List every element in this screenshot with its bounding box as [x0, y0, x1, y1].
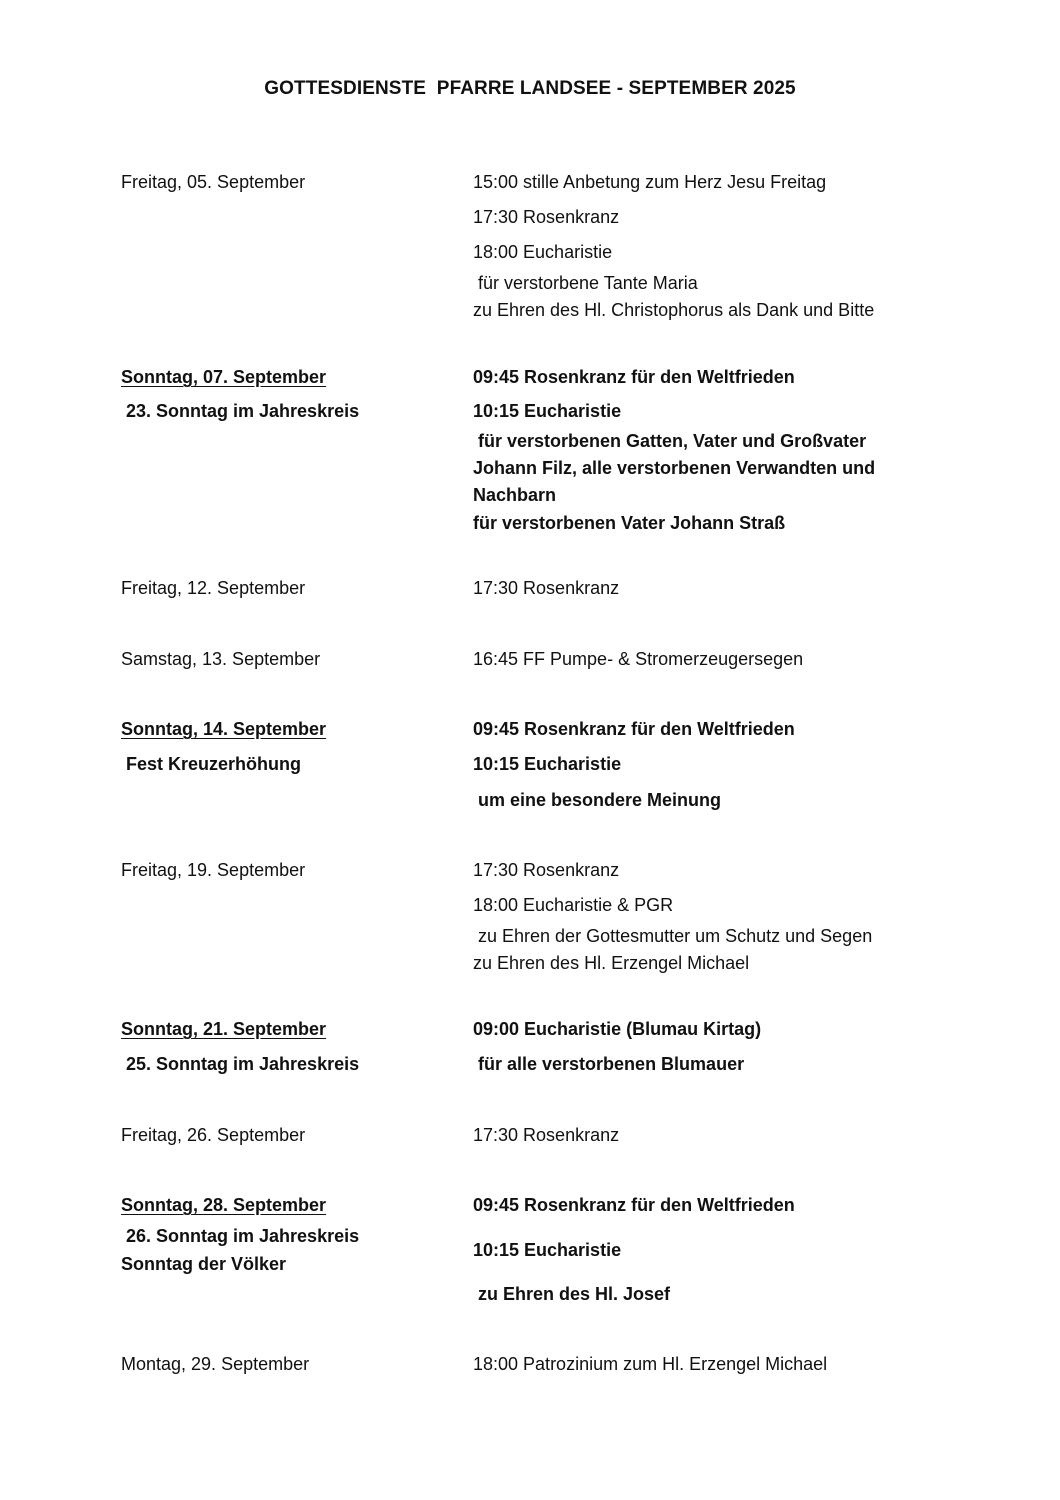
- day-date: Sonntag, 07. September: [121, 367, 327, 387]
- event-line: zu Ehren des Hl. Josef: [473, 1284, 671, 1304]
- event-line: 17:30 Rosenkranz: [473, 578, 620, 598]
- day-feast: Fest Kreuzerhöhung: [121, 754, 302, 774]
- event-line: 17:30 Rosenkranz: [473, 207, 620, 227]
- event-line: 18:00 Patrozinium zum Hl. Erzengel Michael: [473, 1354, 828, 1374]
- event-line: 18:00 Eucharistie: [473, 242, 613, 262]
- day-date: Freitag, 12. September: [121, 578, 306, 598]
- event-line: 10:15 Eucharistie: [473, 401, 622, 421]
- day-feast-secondary: Sonntag der Völker: [121, 1254, 287, 1274]
- event-line: Nachbarn: [473, 485, 557, 505]
- event-line: 09:45 Rosenkranz für den Weltfrieden: [473, 1195, 795, 1215]
- event-line: um eine besondere Meinung: [473, 790, 722, 810]
- event-line: zu Ehren der Gottesmutter um Schutz und Segen: [473, 926, 873, 946]
- event-line: 15:00 stille Anbetung zum Herz Jesu Freitag: [473, 172, 827, 192]
- day-date: Freitag, 05. September: [121, 172, 306, 192]
- day-date: Sonntag, 14. September: [121, 719, 327, 739]
- day-date: Sonntag, 28. September: [121, 1195, 327, 1215]
- day-date: Montag, 29. September: [121, 1354, 310, 1374]
- event-line: für verstorbenen Gatten, Vater und Großvater: [473, 431, 867, 451]
- day-feast: 25. Sonntag im Jahreskreis: [121, 1054, 360, 1074]
- event-line: 10:15 Eucharistie: [473, 754, 622, 774]
- event-line: für verstorbenen Vater Johann Straß: [473, 513, 786, 533]
- event-line: 09:45 Rosenkranz für den Weltfrieden: [473, 367, 795, 387]
- event-line: 10:15 Eucharistie: [473, 1240, 622, 1260]
- day-feast: 23. Sonntag im Jahreskreis: [121, 401, 360, 421]
- page-title: GOTTESDIENSTE PFARRE LANDSEE - SEPTEMBER 2025: [264, 78, 796, 99]
- event-line: 17:30 Rosenkranz: [473, 860, 620, 880]
- day-date: Samstag, 13. September: [121, 649, 321, 669]
- day-feast: 26. Sonntag im Jahreskreis: [121, 1226, 360, 1246]
- day-date: Freitag, 19. September: [121, 860, 306, 880]
- event-line: zu Ehren des Hl. Erzengel Michael: [473, 953, 750, 973]
- event-line: 09:00 Eucharistie (Blumau Kirtag): [473, 1019, 762, 1039]
- event-line: Johann Filz, alle verstorbenen Verwandten und: [473, 458, 876, 478]
- event-line: für verstorbene Tante Maria: [473, 273, 698, 293]
- day-date: Freitag, 26. September: [121, 1125, 306, 1145]
- event-line: 09:45 Rosenkranz für den Weltfrieden: [473, 719, 795, 739]
- event-line: 16:45 FF Pumpe- & Stromerzeugersegen: [473, 649, 804, 669]
- day-date: Sonntag, 21. September: [121, 1019, 327, 1039]
- event-line: 17:30 Rosenkranz: [473, 1125, 620, 1145]
- event-line: 18:00 Eucharistie & PGR: [473, 895, 674, 915]
- event-line: für alle verstorbenen Blumauer: [473, 1054, 745, 1074]
- event-line: zu Ehren des Hl. Christophorus als Dank und Bitte: [473, 300, 875, 320]
